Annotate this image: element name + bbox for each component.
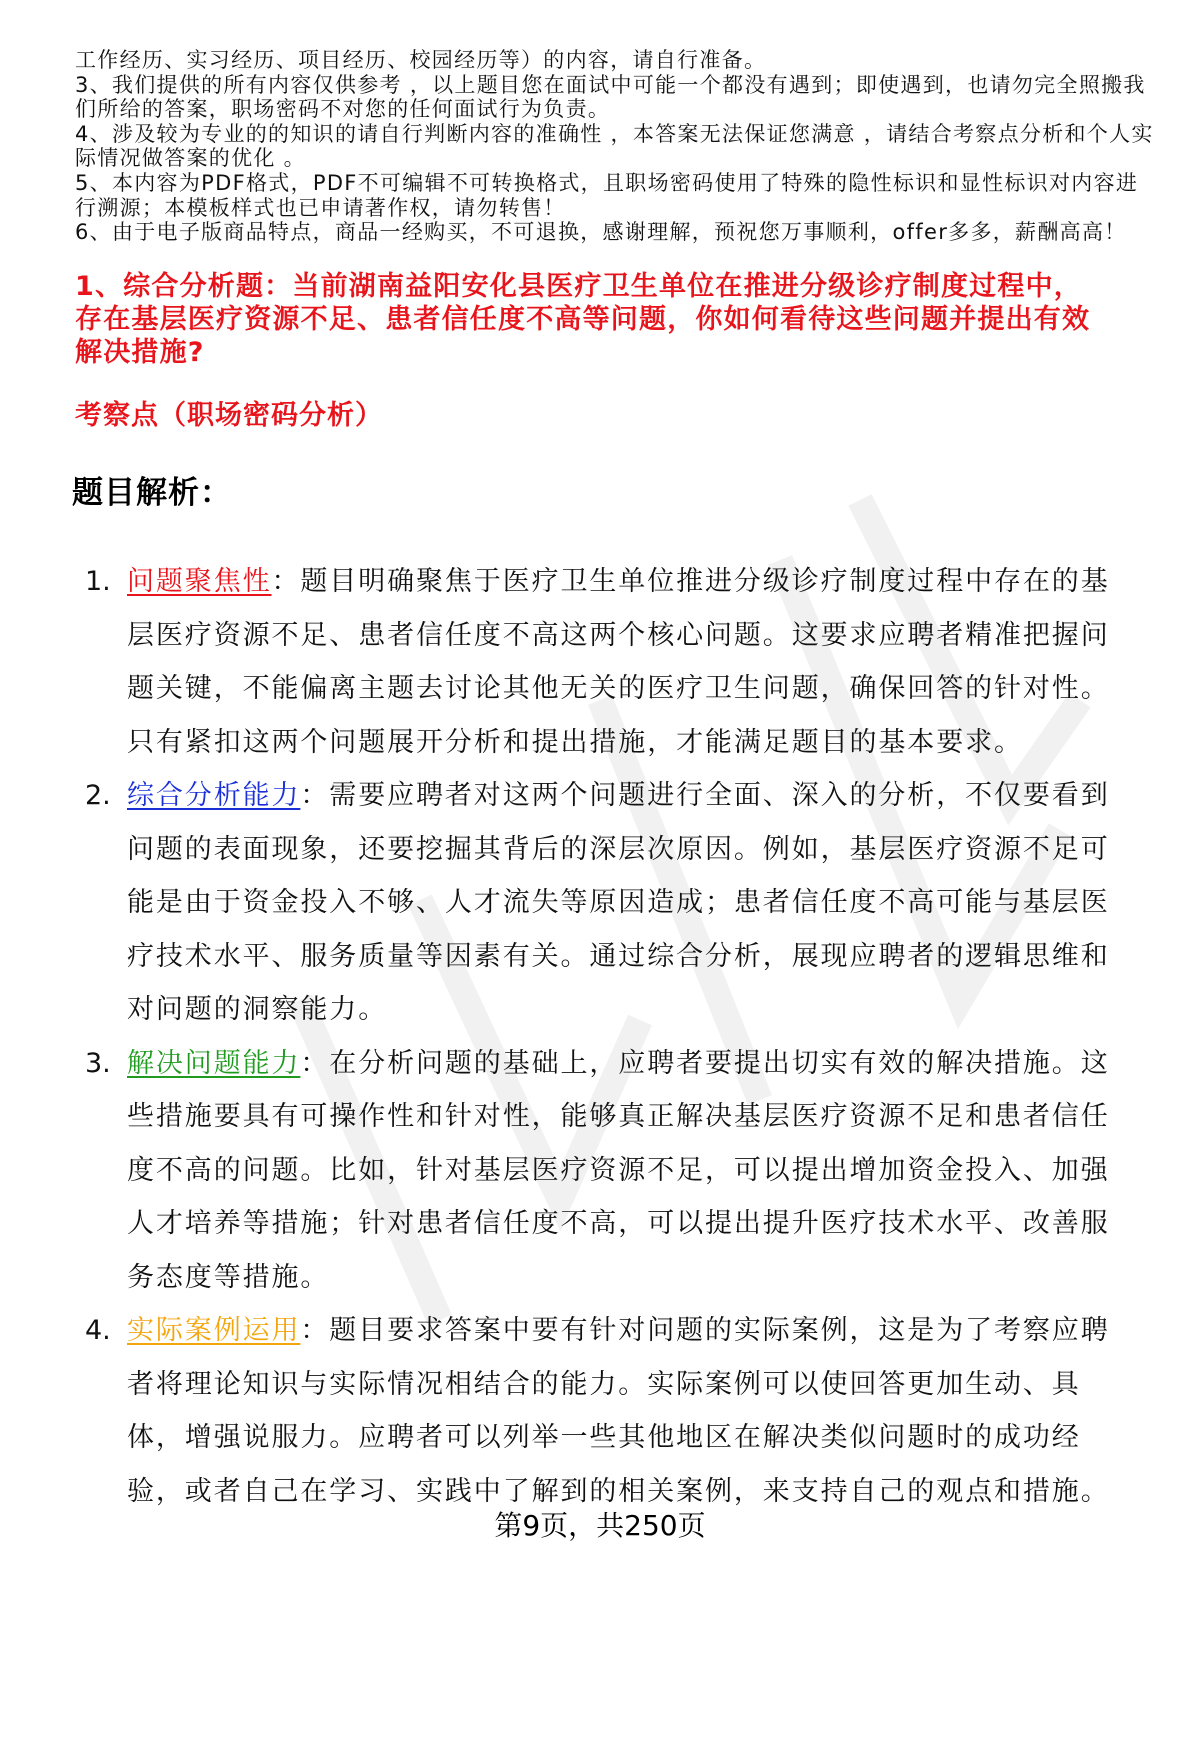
item-line <box>127 1411 1185 1465</box>
item-number: 4. <box>85 1315 111 1346</box>
item-line <box>127 1144 1185 1198</box>
item-text: 验，或者自己在学习、实践中了解到的相关案例，来支持自己的观点和措施。 <box>127 1475 1110 1507</box>
item-line <box>127 876 1185 930</box>
note-line: 6、由于电子版商品特点，商品一经购买，不可退换，感谢理解，预祝您万事顺利，offer多多，薪酬高高！ <box>75 220 1127 245</box>
item-line <box>127 769 1185 823</box>
item-line <box>127 1358 1185 1412</box>
list-item <box>85 769 1185 1037</box>
item-line <box>127 555 1185 609</box>
item-text: 层医疗资源不足、患者信任度不高这两个核心问题。这要求应聘者精准把握问 <box>127 619 1110 651</box>
item-label: 解决问题能力 <box>127 1047 301 1079</box>
list-item <box>85 555 1185 769</box>
item-text: 者将理论知识与实际情况相结合的能力。实际案例可以使回答更加生动、具 <box>127 1368 1081 1400</box>
item-text: 人才培养等措施；针对患者信任度不高，可以提出提升医疗技术水平、改善服 <box>127 1208 1110 1239</box>
note-line: 际情况做答案的优化 。 <box>75 146 306 171</box>
item-text: 能是由于资金投入不够、人才流失等原因造成；患者信任度不高可能与基层医 <box>127 887 1110 918</box>
item-number: 2. <box>85 780 111 811</box>
question-line: 1、综合分析题：当前湖南益阳安化县医疗卫生单位在推进分级诊疗制度过程中， <box>75 271 1082 302</box>
note-line: 们所给的答案，职场密码不对您的任何面试行为负责。 <box>75 97 611 122</box>
analysis-list <box>85 555 1185 1518</box>
notes-section <box>75 48 1185 245</box>
item-text: ：在分析问题的基础上，应聘者要提出切实有效的解决措施。这 <box>300 1047 1110 1079</box>
item-line <box>127 1090 1185 1144</box>
item-line <box>127 1037 1185 1091</box>
item-line <box>127 930 1185 984</box>
item-line <box>127 662 1185 716</box>
item-label: 综合分析能力 <box>127 780 301 811</box>
item-text: 务态度等措施。 <box>127 1261 330 1293</box>
item-text: ：需要应聘者对这两个问题进行全面、深入的分析，不仅要看到 <box>300 780 1110 811</box>
note-line: 4、涉及较为专业的的知识的请自行判断内容的准确性 ，本答案无法保证您满意 ，请结合考察点分析和个人实 <box>75 121 1154 146</box>
exam-point-heading: 考察点（职场密码分析） <box>75 400 383 431</box>
item-line <box>127 609 1185 663</box>
question-heading <box>75 270 1185 369</box>
item-text: 对问题的洞察能力。 <box>127 994 388 1025</box>
note-line: 3、我们提供的所有内容仅供参考 ，以上题目您在面试中可能一个都没有遇到；即使遇到，也请勿完全照搬我 <box>75 72 1146 97</box>
item-text: 只有紧扣这两个问题展开分析和提出措施，才能满足题目的基本要求。 <box>127 726 1023 758</box>
item-label: 实际案例运用 <box>127 1315 301 1346</box>
item-line <box>127 716 1185 770</box>
item-text: 体，增强说服力。应聘者可以列举一些其他地区在解决类似问题时的成功经 <box>127 1422 1081 1453</box>
item-text: ：题目明确聚焦于医疗卫生单位推进分级诊疗制度过程中存在的基 <box>271 566 1110 597</box>
item-line <box>127 823 1185 877</box>
note-line: 5、本内容为PDF格式，PDF不可编辑不可转换格式，且职场密码使用了特殊的隐性标识和显性标识对内容进 <box>75 170 1139 195</box>
item-number: 1. <box>85 566 111 597</box>
item-line <box>127 1251 1185 1305</box>
list-item <box>85 1037 1185 1305</box>
item-line <box>127 1304 1185 1358</box>
item-text: ：题目要求答案中要有针对问题的实际案例，这是为了考察应聘 <box>300 1315 1110 1346</box>
item-text: 题关键，不能偏离主题去讨论其他无关的医疗卫生问题，确保回答的针对性。 <box>127 673 1110 704</box>
item-text: 疗技术水平、服务质量等因素有关。通过综合分析，展现应聘者的逻辑思维和 <box>127 940 1110 972</box>
item-line <box>127 983 1185 1037</box>
analysis-title: 题目解析： <box>72 475 232 511</box>
item-line <box>127 1197 1185 1251</box>
question-line: 解决措施? <box>75 337 205 368</box>
item-text: 度不高的问题。比如，针对基层医疗资源不足，可以提出增加资金投入、加强 <box>127 1154 1110 1186</box>
note-line: 工作经历、实习经历、项目经历、校园经历等）的内容，请自行准备。 <box>75 48 767 72</box>
question-line: 存在基层医疗资源不足、患者信任度不高等问题，你如何看待这些问题并提出有效 <box>75 304 1091 335</box>
item-label: 问题聚焦性 <box>127 566 272 597</box>
list-item <box>85 1304 1185 1518</box>
item-text: 问题的表面现象，还要挖掘其背后的深层次原因。例如，基层医疗资源不足可 <box>127 833 1110 865</box>
page-footer: 第9页，共250页 <box>494 1509 706 1542</box>
note-line: 行溯源；本模板样式也已申请著作权，请勿转售！ <box>75 195 566 220</box>
item-number: 3. <box>85 1047 111 1079</box>
item-text: 些措施要具有可操作性和针对性，能够真正解决基层医疗资源不足和患者信任 <box>127 1101 1110 1132</box>
